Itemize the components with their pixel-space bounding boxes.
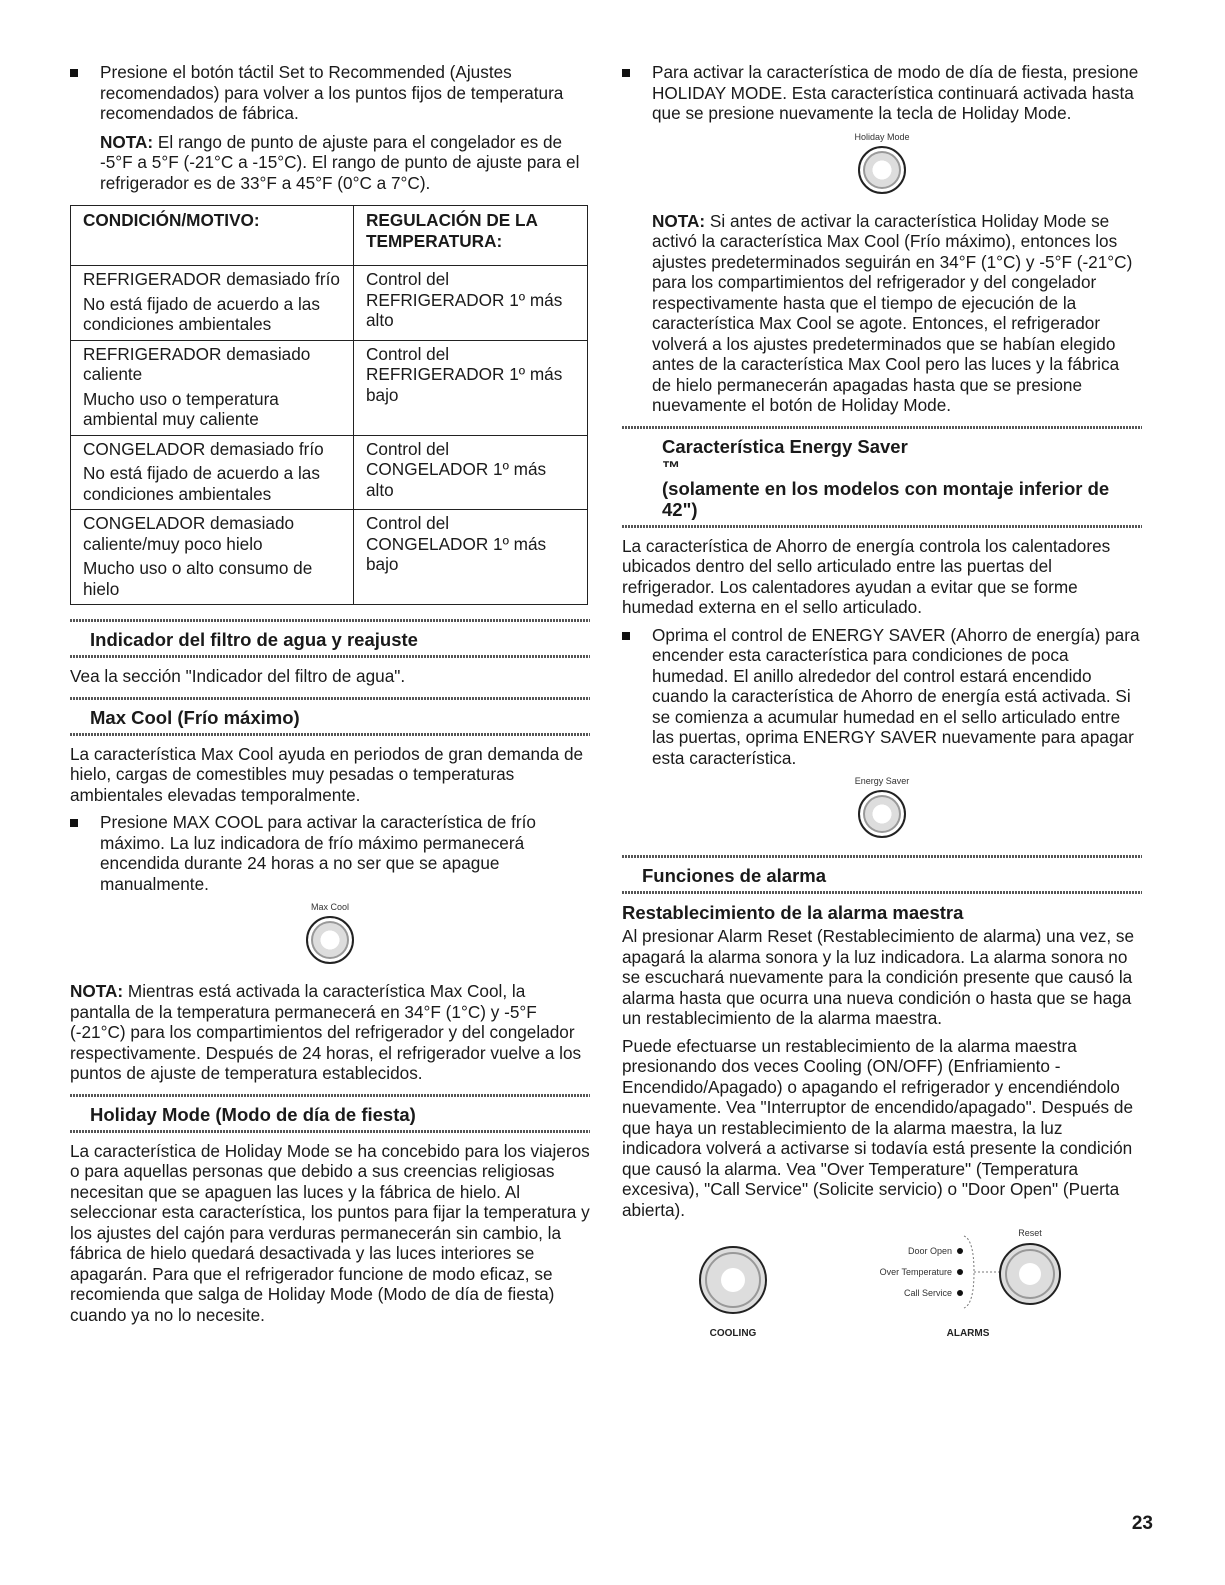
door-open-label: Door Open bbox=[907, 1246, 952, 1256]
reason-text: Mucho uso o temperatura ambiental muy caliente bbox=[83, 388, 279, 429]
condition-text: CONGELADOR demasiado caliente/muy poco hielo bbox=[83, 513, 295, 554]
max-cool-button-icon bbox=[306, 916, 354, 964]
section-heading-alarm-functions bbox=[622, 855, 1142, 894]
table-header-condition: CONDICIÓN/MOTIVO: bbox=[71, 206, 354, 266]
reason-text: No está fijado de acuerdo a las condiciones ambientales bbox=[83, 293, 320, 334]
over-temperature-label: Over Temperature bbox=[879, 1267, 952, 1277]
note-text: El rango de punto de ajuste para el congelador es de -5°F a 5°F (-21°C a -15°C). El rango de punto de ajuste para el refrigerador es de 33°F a 45°F (0°C a 7°C). bbox=[100, 131, 580, 193]
energy-saver-label: Energy Saver bbox=[854, 776, 910, 786]
heading-text-part: Característica Energy Saver bbox=[662, 435, 908, 457]
max-cool-intro: La característica Max Cool ayuda en periodos de gran demanda de hielo, cargas de comestibles muy pesadas o temperaturas ambientales elevadas temporalmente. bbox=[70, 743, 584, 805]
table-header-regulation: REGULACIÓN DE LA TEMPERATURA: bbox=[354, 206, 588, 266]
section-heading-energy-saver bbox=[622, 426, 1142, 528]
over-temperature-indicator-icon bbox=[957, 1269, 963, 1275]
max-cool-label: Max Cool bbox=[310, 902, 349, 912]
heading-text-part: (solamente en los modelos con montaje inferior de 42") bbox=[662, 477, 1110, 520]
reason-text: No está fijado de acuerdo a las condiciones ambientales bbox=[83, 463, 320, 504]
cooling-label: COOLING bbox=[709, 1328, 757, 1339]
table-cell-condition bbox=[71, 340, 354, 435]
table-row bbox=[71, 435, 588, 510]
note-text: Si antes de activar la característica Holiday Mode se activó la característica Max Cool (Frío máximo), entonces los ajustes predeterminados seguirán en 34°F (1°C) y -5°F (-21°C) para los compartimientos del refrigerador y del congelador respectivamente hasta que el tiempo de ejecución de la característica Max Cool se agote. Entonces, el refrigerador volverá a los ajustes predeterminados que se habían elegido antes de la característica Max Cool pero las luces y la fábrica de hielo permanecerán apagadas hasta que se presione nuevamente el botón de Holiday Mode. bbox=[652, 210, 1133, 415]
temperature-adjustment-table bbox=[70, 205, 588, 605]
table-row bbox=[71, 510, 588, 605]
alarm-control-panel bbox=[622, 1228, 1142, 1348]
holiday-mode-label: Holiday Mode bbox=[854, 131, 910, 142]
holiday-mode-control bbox=[622, 132, 1142, 199]
table-row bbox=[71, 340, 588, 435]
heading-text: Funciones de alarma bbox=[642, 865, 827, 886]
subheading-master-alarm-reset: Restablecimiento de la alarma maestra bbox=[622, 902, 964, 923]
max-cool-bullet: Presione MAX COOL para activar la característica de frío máximo. La luz indicadora de frío máximo permanecerá encendida durante 24 horas a no ser que se apague manualmente. bbox=[70, 812, 590, 894]
table-cell-regulation: Control del REFRIGERADOR 1º más bajo bbox=[354, 340, 588, 435]
trademark-symbol: ™ bbox=[662, 456, 681, 478]
master-reset-paragraph-1: Al presionar Alarm Reset (Restablecimiento de alarma) una vez, se apagará la alarma sonora y la luz indicadora. La alarma sonora no se escuchará nuevamente para la condición presente que causó la alarma hasta que ocurra una nueva condición o hasta que se haga un restablecimiento de la alarma maestra. bbox=[622, 926, 1135, 1028]
reset-label: Reset bbox=[1018, 1228, 1042, 1238]
right-column bbox=[622, 62, 1142, 1348]
heading-text: Holiday Mode (Modo de día de fiesta) bbox=[90, 1103, 416, 1125]
note-label: NOTA: bbox=[70, 981, 124, 1001]
heading-text: Max Cool (Frío máximo) bbox=[90, 706, 300, 728]
holiday-mode-button-icon bbox=[858, 146, 906, 194]
section-heading-water-filter bbox=[70, 619, 590, 658]
call-service-indicator-icon bbox=[957, 1290, 963, 1296]
holiday-mode-bullet: Para activar la característica de modo de día de fiesta, presione HOLIDAY MODE. Esta característica continuará activada hasta que se presione nuevamente la tecla de Holiday Mode. bbox=[622, 62, 1142, 124]
left-column bbox=[70, 62, 590, 1332]
max-cool-note bbox=[70, 981, 590, 1084]
alarm-panel-diagram bbox=[622, 1228, 1142, 1348]
alarm-bracket-icon bbox=[964, 1236, 974, 1308]
note-label: NOTA: bbox=[100, 131, 154, 152]
table-cell-regulation: Control del REFRIGERADOR 1º más alto bbox=[354, 266, 588, 341]
condition-text: CONGELADOR demasiado frío bbox=[83, 438, 324, 459]
alarms-label: ALARMS bbox=[946, 1328, 990, 1339]
energy-saver-intro: La característica de Ahorro de energía controla los calentadores ubicados dentro del sello articulado entre las puertas del refrigerador. Los calentadores ayudan a evitar que se forme humedad externa en el sello articulado. bbox=[622, 535, 1111, 617]
table-cell-condition bbox=[71, 266, 354, 341]
setpoint-range-note bbox=[70, 132, 590, 194]
note-label: NOTA: bbox=[652, 210, 706, 231]
table-cell-condition bbox=[71, 435, 354, 510]
heading-text: Indicador del filtro de agua y reajuste bbox=[90, 629, 418, 650]
call-service-label: Call Service bbox=[903, 1288, 952, 1298]
max-cool-control bbox=[70, 902, 590, 969]
page-number: 23 bbox=[1131, 1513, 1153, 1534]
holiday-mode-text: La característica de Holiday Mode se ha concebido para los viajeros o para aquellas personas que debido a sus creencias religiosas necesitan que se apaguen las luces y la fábrica de hielo. Al seleccionar esta característica, los puntos para fijar la temperatura y los ajustes del cajón para verduras permanecerán sin cambio, la fábrica de hielo quedará desactivada y las luces interiores se apagarán. Para que el refrigerador funcione de modo eficaz, se recomienda que salga de Holiday Mode (Modo de día de fiesta) cuando ya no lo necesite. bbox=[70, 1140, 590, 1325]
energy-saver-bullet: Oprima el control de ENERGY SAVER (Ahorro de energía) para encender esta característica para condiciones de poca humedad. El anillo alrededor del control estará encendido cuando la característica de Ahorro de energía está activada. Si se comienza a acumular humedad en el sello articulado entre las puertas, oprima ENERGY SAVER nuevamente para apagar esta característica. bbox=[622, 625, 1142, 769]
note-text: Mientras está activada la característica Max Cool, la pantalla de la temperatura permanecerá en 34°F (1°C) y -5°F (-21°C) para los compartimientos del refrigerador y del congelador respectivamente. Después de 24 horas, el refrigerador vuelve a los puntos de ajuste de temperatura establecidos. bbox=[70, 981, 582, 1083]
door-open-indicator-icon bbox=[957, 1248, 963, 1254]
holiday-mode-note bbox=[622, 211, 1142, 416]
condition-text: REFRIGERADOR demasiado caliente bbox=[83, 343, 311, 384]
table-row bbox=[71, 266, 588, 341]
heading-text bbox=[622, 436, 1142, 520]
set-recommended-bullet: Presione el botón táctil Set to Recommended (Ajustes recomendados) para volver a los puntos fijos de temperatura recomendados de fábrica. bbox=[70, 62, 590, 124]
energy-saver-button-icon bbox=[858, 790, 906, 838]
table-cell-condition bbox=[71, 510, 354, 605]
section-heading-holiday-mode bbox=[70, 1094, 590, 1133]
table-cell-regulation: Control del CONGELADOR 1º más alto bbox=[354, 435, 588, 510]
table-header-row bbox=[71, 206, 588, 266]
water-filter-text: Vea la sección "Indicador del filtro de agua". bbox=[70, 666, 406, 686]
reason-text: Mucho uso o alto consumo de hielo bbox=[83, 558, 313, 599]
cooling-button-icon bbox=[700, 1247, 766, 1313]
condition-text: REFRIGERADOR demasiado frío bbox=[83, 269, 340, 289]
reset-button-icon bbox=[1000, 1244, 1060, 1304]
master-reset-paragraph-2: Puede efectuarse un restablecimiento de la alarma maestra presionando dos veces Cooling (ON/OFF) (Enfriamiento - Encendido/Apagado) o apagando el refrigerador y encendiéndolo nuevamente. Vea "Interruptor de encendido/apagado". Después de que haya un restablecimiento de la alarma maestra, la luz indicadora volverá a activarse si todavía está presente la condición que causó la alarma. Vea "Over Temperature" (Temperatura excesiva), "Call Service" (Solicite servicio) o "Door Open" (Puerta abierta). bbox=[622, 1035, 1134, 1220]
energy-saver-control bbox=[622, 776, 1142, 843]
table-cell-regulation: Control del CONGELADOR 1º más bajo bbox=[354, 510, 588, 605]
section-heading-max-cool bbox=[70, 697, 590, 736]
